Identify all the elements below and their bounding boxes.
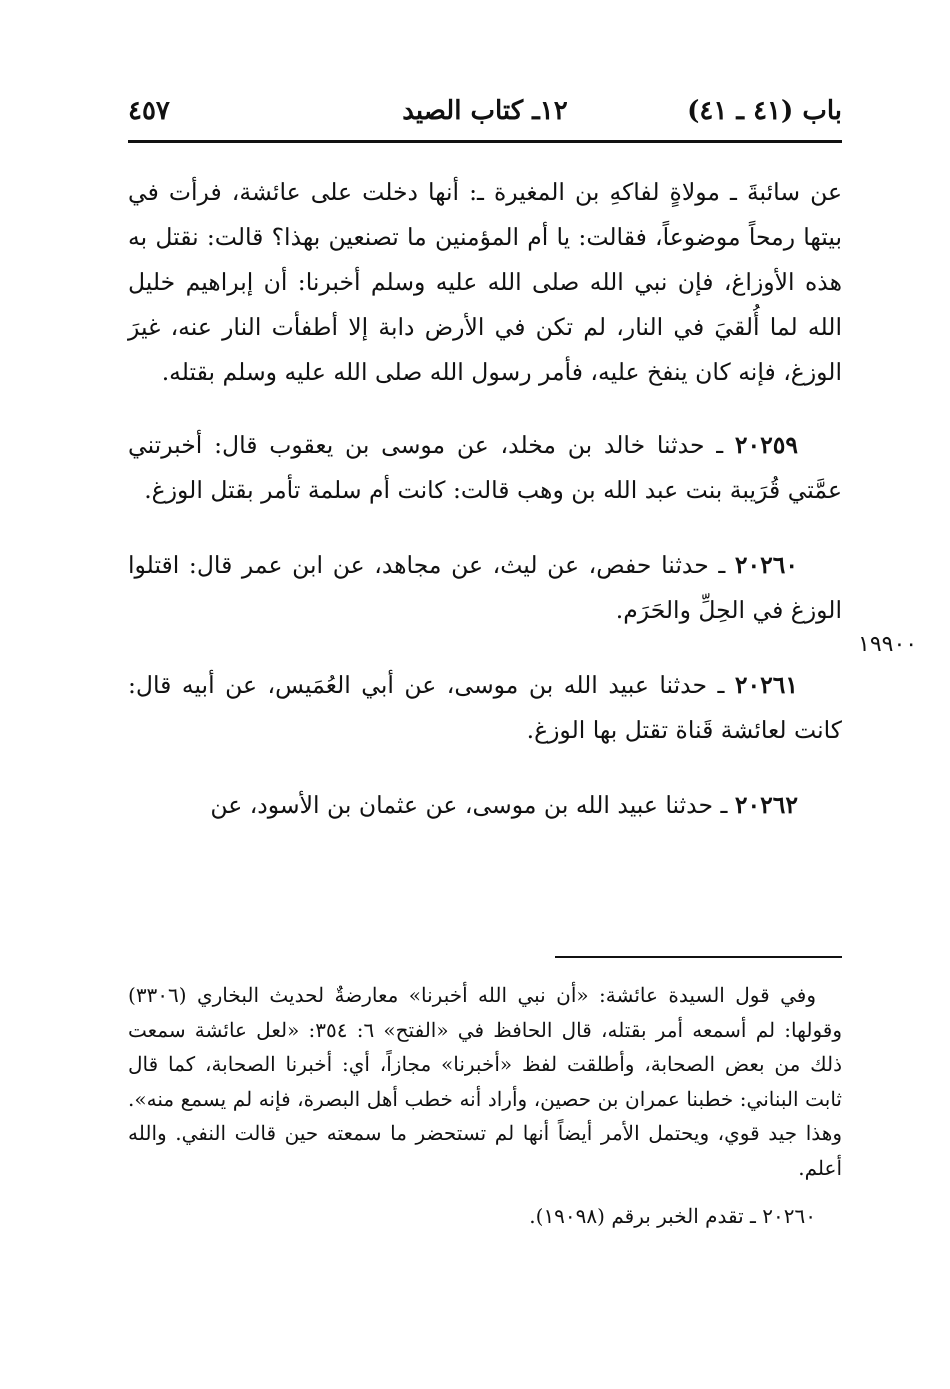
hadith-number: ٢٠٢٦١ (734, 671, 798, 699)
header-rule (128, 140, 842, 143)
footnotes (128, 978, 842, 1234)
main-text (128, 170, 842, 828)
footnote-1: وفي قول السيدة عائشة: «أن نبي الله أخبرنا» معارضةٌ لحديث البخاري (٣٣٠٦) وقولها: لم أسمعه أمر بقتله، قال الحافظ في «الفتح» ٦: ٣٥٤: «لعل عائشة سمعت ذلك من بعض الصحابة، وأطلقت لفظ «أخبرنا» مجازاً، أي: أخبرنا الصحابة، كما قال ثابت البناني: خطبنا عمران بن حصين، وأراد أنه خطب أهل البصرة، فإنه لم يسمع منه». وهذا جيد قوي، ويحتمل الأمر أيضاً أنها لم تستحضر ما سمعته حين قالت النفي. والله أعلم. (128, 983, 843, 1180)
margin-reference-number: ١٩٩٠٠ (858, 632, 918, 657)
intro-paragraph: عن سائبةَ ـ مولاةٍ لفاكهِ بن المغيرة ـ: أنها دخلت على عائشة، فرأت في بيتها رمحاً موضوعاً، فقالت: يا أم المؤمنين ما تصنعين بهذا؟ قالت: نقتل به هذه الأوزاغ، فإن نبي الله صلى الله عليه وسلم أخبرنا: أن إبراهيم خليل الله لما أُلقيَ في النار، لم تكن في الأرض دابة إلا أطفأت النار عنه، غيرَ الوزغ، فإنه كان ينفخ عليه، فأمر رسول الله صلى الله عليه وسلم بقتله. (128, 178, 842, 386)
footnote-2: ٢٠٢٦٠ ـ تقدم الخبر برقم (١٩٠٩٨). (529, 1204, 816, 1228)
hadith-text: ـ حدثنا خالد بن مخلد، عن موسى بن يعقوب قال: أخبرتني عمَّتي قُرَيبة بنت عبد الله بن وهب قالت: كانت أم سلمة تأمر بقتل الوزغ. (128, 431, 842, 504)
hadith-20259 (128, 423, 842, 513)
chapter-title: باب (٤١ ـ ٤١) (687, 96, 842, 126)
hadith-text: ـ حدثنا عبيد الله بن موسى، عن أبي العُمَيس، عن أبيه قال: كانت لعائشة قَناة تقتل بها الوزغ. (128, 671, 842, 744)
hadith-20260 (128, 543, 842, 633)
page-header (128, 96, 842, 136)
hadith-number: ٢٠٢٦٢ (734, 791, 798, 819)
book-title: ١٢ـ كتاب الصيد (402, 96, 568, 126)
hadith-text: ـ حدثنا حفص، عن ليث، عن مجاهد، عن ابن عمر قال: اقتلوا الوزغ في الحِلِّ والحَرَم. (128, 551, 842, 624)
page-number: ٤٥٧ (128, 96, 170, 126)
hadith-text: ـ حدثنا عبيد الله بن موسى، عن عثمان بن الأسود، عن (210, 791, 728, 819)
footnote-rule (555, 956, 842, 958)
hadith-number: ٢٠٢٥٩ (734, 431, 798, 459)
hadith-number: ٢٠٢٦٠ (734, 551, 798, 579)
hadith-20261 (128, 663, 842, 753)
hadith-20262 (128, 783, 842, 828)
